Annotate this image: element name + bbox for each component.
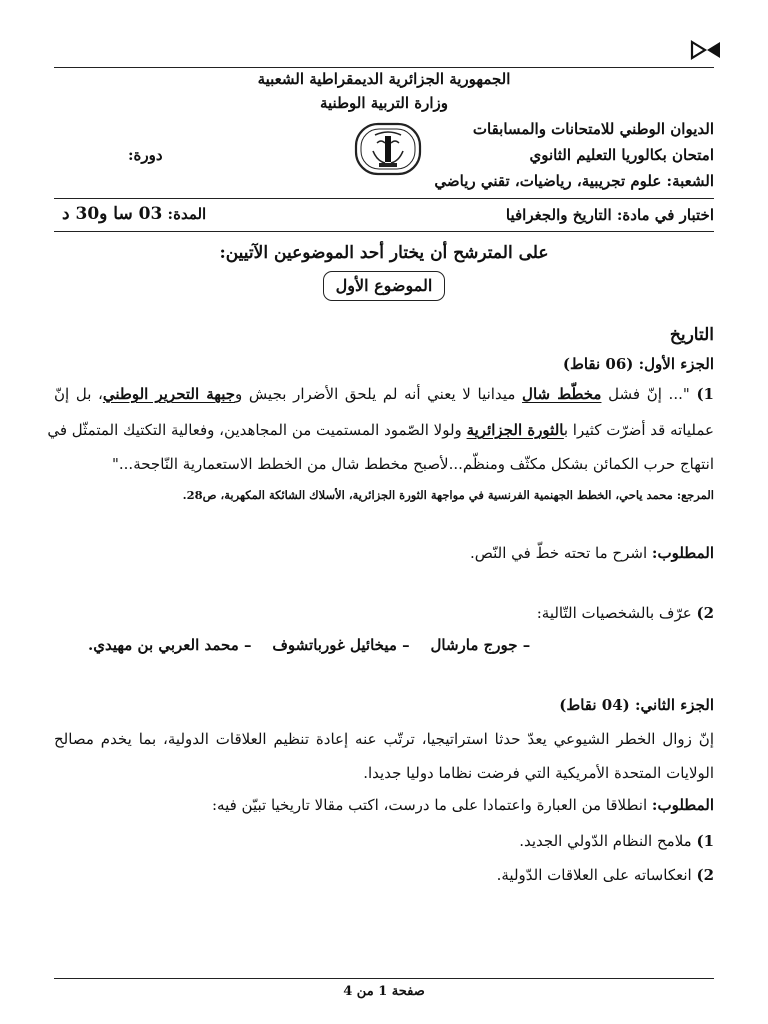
footer-rule: [54, 978, 714, 979]
part2-line2: الولايات المتحدة الأمريكية التي فرضت نظاما دوليا جديدا.: [363, 764, 714, 782]
reference-text: المرجع: محمد ياحي، الخطط الجهنمية الفرنسية في مواجهة الثورة الجزائرية، الأسلاك الشائكة المكهربة، ص28.: [182, 488, 714, 502]
header-top-rule: [54, 67, 714, 68]
section-title: التاريخ: [669, 325, 714, 345]
instruction-text: على المترشح أن يختار أحد الموضوعين الآتيين:: [219, 243, 549, 263]
part1-title: الجزء الأول: (06 نقاط): [562, 355, 714, 373]
country-name: الجمهورية الجزائرية الديمقراطية الشعبية: [257, 70, 511, 88]
part2-item-1: 1) ملامح النظام الدّولي الجديد.: [519, 832, 714, 850]
underlined-term-1: مخطّط شال: [522, 385, 602, 403]
part2-title: الجزء الثاني: (04 نقاط): [559, 696, 714, 714]
part2-line1: إنّ زوال الخطر الشيوعي يعدّ حدثا استراتيجيا، ترتّب عنه إعادة تنظيم العلاقات الدولية، بما يخدم مصالح: [54, 730, 714, 748]
ministry-name: وزارة التربية الوطنية: [319, 94, 448, 112]
part2-item-2: 2) انعكاساته على العلاقات الدّولية.: [496, 866, 714, 884]
underlined-term-3: الثورة الجزائرية: [466, 421, 564, 439]
ministry-emblem-icon: [353, 121, 423, 177]
header-bottom-rule: [54, 231, 714, 232]
bowtie-logo-icon: [690, 40, 722, 60]
subject-label: اختبار في مادة: التاريخ والجغرافيا: [505, 206, 714, 224]
stream-label: الشعبة: علوم تجريبية، رياضيات، تقني رياضي: [434, 172, 714, 190]
q1-line3: انتهاج حرب الكمائن بشكل مكثّف ومنظّم...لأصبح مخطط شال من الخطط الاستعمارية النّاجحة...": [112, 455, 714, 473]
office-name: الديوان الوطني للامتحانات والمسابقات: [472, 120, 714, 138]
exam-name: امتحان بكالوريا التعليم الثانوي: [529, 146, 714, 164]
page-number: صفحة 1 من 4: [343, 984, 425, 999]
part2-requirement: المطلوب: انطلاقا من العبارة واعتمادا على ما درست، اكتب مقالا تاريخيا تبيّن فيه:: [211, 796, 714, 814]
q1-number: 1): [696, 385, 714, 403]
q1-line1: 1) "... إنّ فشل مخطّط شال ميدانيا لا يعني أنه لم يلحق الأضرار بجيش وجبهة التحرير الوطني، بل إنّ: [54, 385, 714, 403]
duration-label: المدة: 03 سا و30 د: [62, 204, 207, 224]
q1-line2: عملياته قد أضرّت كثيرا بالثورة الجزائرية ولولا الصّمود المستميت من المجاهدين، وفعالية التكتيك المتمثّل في: [47, 421, 714, 439]
people-list: – جورج مارشال – ميخائيل غورباتشوف – محمد العربي بن مهيدي.: [88, 636, 531, 654]
underlined-term-2: جبهة التحرير الوطني: [102, 385, 236, 403]
q2-prompt: 2) عرّف بالشخصيات التّالية:: [536, 604, 714, 622]
q1-requirement: المطلوب: اشرح ما تحته خطّ في النّص.: [469, 544, 714, 562]
topic-title-box: الموضوع الأول: [323, 271, 445, 301]
duration-value: 03 سا و30 د: [62, 204, 163, 224]
header-mid-rule: [54, 198, 714, 199]
session-label: دورة:: [128, 146, 163, 164]
